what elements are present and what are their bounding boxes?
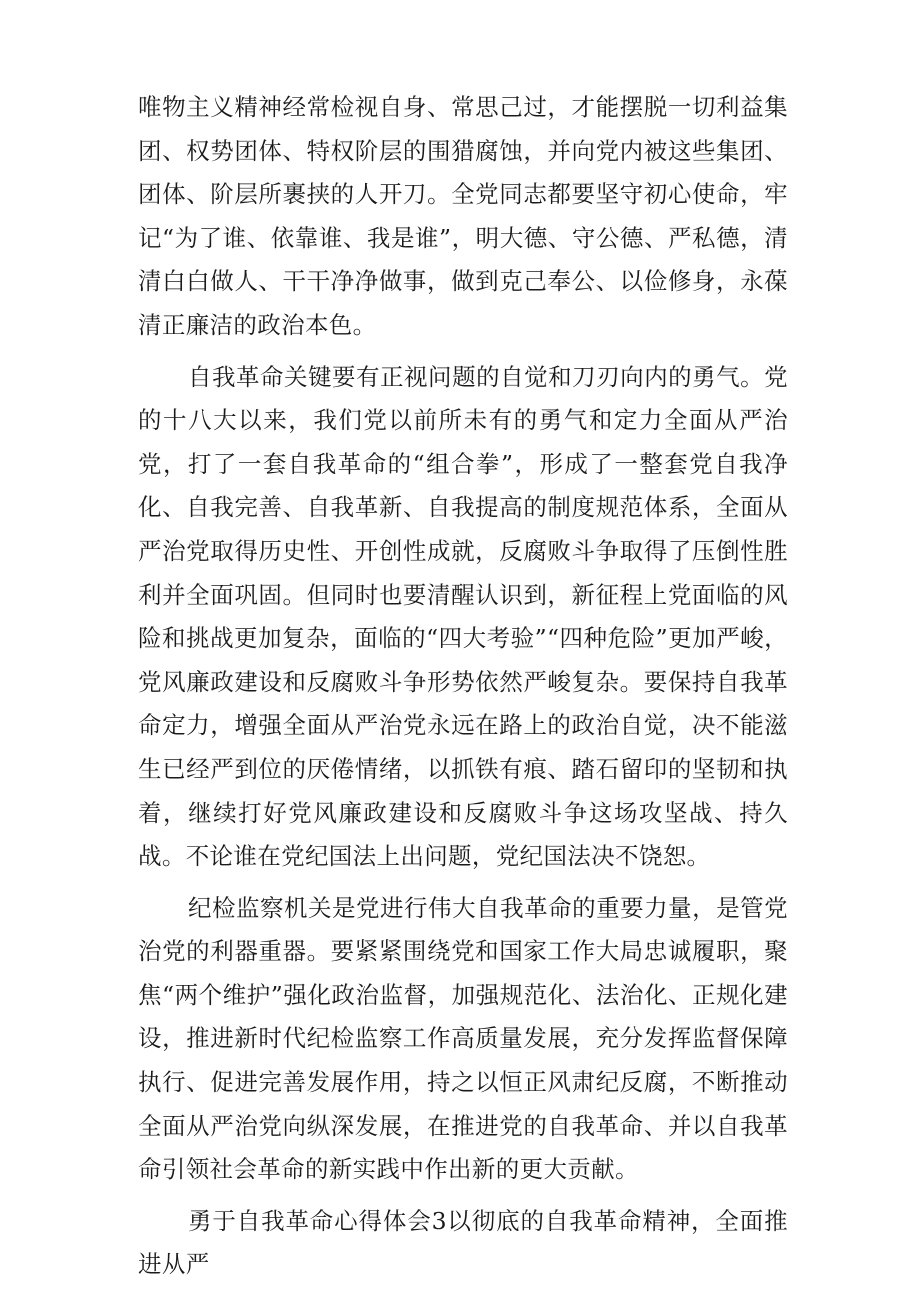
document-body: [138, 86, 788, 1295]
paragraph-1: 唯物主义精神经常检视自身、常思己过，才能摆脱一切利益集团、权势团体、特权阶层的围猎腐蚀，并向党内被这些集团、团体、阶层所裹挟的人开刀。全党同志都要坚守初心使命，牢记“为了谁、依靠谁、我是谁”，明大德、守公德、严私德，清清白白做人、干干净净做事，做到克己奉公、以俭修身，永葆清正廉洁的政治本色。: [138, 93, 788, 339]
paragraph-2: 自我革命关键要有正视问题的自觉和刀刃向内的勇气。党的十八大以来，我们党以前所未有的勇气和定力全面从严治党，打了一套自我革命的“组合拳”，形成了一整套党自我净化、自我完善、自我革新、自我提高的制度规范体系，全面从严治党取得历史性、开创性成就，反腐败斗争取得了压倒性胜利并全面巩固。但同时也要清醒认识到，新征程上党面临的风险和挑战更加复杂，面临的“四大考验”“四种危险”更加严峻，党风廉政建设和反腐败斗争形势依然严峻复杂。要保持自我革命定力，增强全面从严治党永远在路上的政治自觉，决不能滋生已经严到位的厌倦情绪，以抓铁有痕、踏石留印的坚韧和执着，继续打好党风廉政建设和反腐败斗争这场攻坚战、持久战。不论谁在党纪国法上出问题，党纪国法决不饶恕。: [138, 362, 788, 871]
paragraph-4: 勇于自我革命心得体会3以彻底的自我革命精神，全面推进从严: [138, 1206, 788, 1279]
paragraph-3: 纪检监察机关是党进行伟大自我革命的重要力量，是管党治党的利器重器。要紧紧围绕党和国家工作大局忠诚履职，聚焦“两个维护”强化政治监督，加强规范化、法治化、正规化建设，推进新时代纪检监察工作高质量发展，充分发挥监督保障执行、促进完善发展作用，持之以恒正风肃纪反腐，不断推动全面从严治党向纵深发展，在推进党的自我革命、并以自我革命引领社会革命的新实践中作出新的更大贡献。: [138, 893, 788, 1184]
